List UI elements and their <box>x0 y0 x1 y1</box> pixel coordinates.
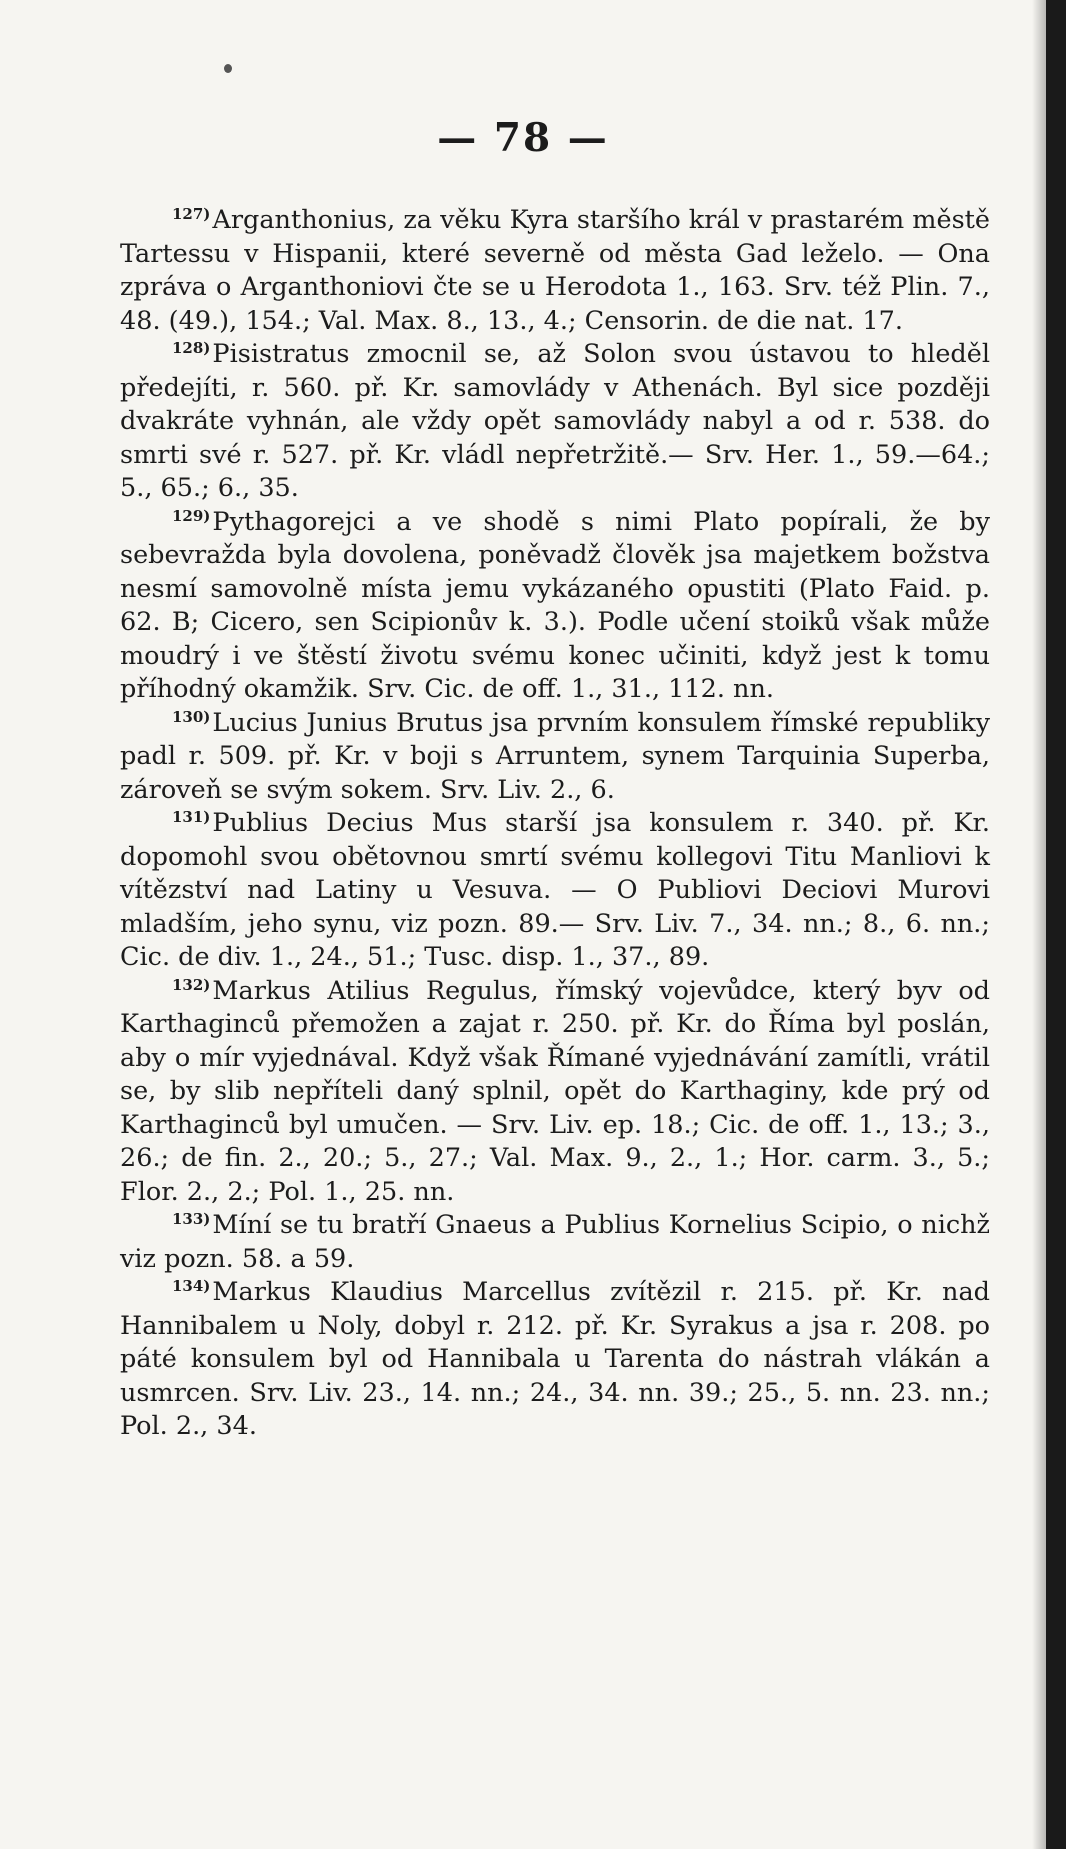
footnote-text: Arganthonius, za věku Kyra staršího král v prastarém městě Tartessu v Hispanii, které severně od města Gad leželo. — Ona zpráva o Arganthoniovi čte se u Herodota 1., 163. Srv. též Plin. 7., 48. (49.), 154.; Val. Max. 8., 13., 4.; Censorin. de die nat. 17. <box>120 205 990 336</box>
footnote-text: Markus Atilius Regulus, římský vojevůdce, který byv od Karthaginců přemožen a zajat r. 250. př. Kr. do Říma byl poslán, aby o mír vyjednával. Když však Římané vyjednávání zamítli, vrátil se, by slib nepříteli daný splnil, opět do Karthaginy, kde prý od Karthaginců byl umučen. — Srv. Liv. ep. 18.; Cic. de off. 1., 13.; 3., 26.; de fin. 2., 20.; 5., 27.; Val. Max. 9., 2., 1.; Hor. carm. 3., 5.; Flor. 2., 2.; Pol. 1., 25. nn. <box>120 975 990 1207</box>
page-number: — 78 — <box>437 115 609 161</box>
footnote-text: Publius Decius Mus starší jsa konsulem r. 340. př. Kr. dopomohl svou obětovnou smrtí svému kollegovi Titu Manliovi k vítězství nad Latiny u Vesuva. — O Publiovi Deciovi Murovi mladším, jeho synu, viz pozn. 89.— Srv. Liv. 7., 34. nn.; 8., 6. nn.; Cic. de div. 1., 24., 51.; Tusc. disp. 1., 37., 89. <box>120 808 990 972</box>
footnote-text: Markus Klaudius Marcellus zvítězil r. 215. př. Kr. nad Hannibalem u Noly, dobyl r. 212. př. Kr. Syrakus a jsa r. 208. po páté konsulem byl od Hannibala u Tarenta do nástrah vlákán a usmrcen. Srv. Liv. 23., 14. nn.; 24., 34. nn. 39.; 25., 5. nn. 23. nn.; Pol. 2., 34. <box>120 1277 990 1441</box>
footnote-127 <box>120 204 990 338</box>
footnote-text: Pisistratus zmocnil se, až Solon svou ústavou to hleděl předejíti, r. 560. př. Kr. samovlády v Athenách. Byl sice později dvakráte vyhnán, ale vždy opět samovlády nabyl a od r. 538. do smrti své r. 527. př. Kr. vládl nepřetržitě.— Srv. Her. 1., 59.—64.; 5., 65.; 6., 35. <box>120 339 990 503</box>
footnote-marker: 128) <box>172 339 211 357</box>
footnote-text: Lucius Junius Brutus jsa prvním konsulem římské republiky padl r. 509. př. Kr. v boji s Arruntem, synem Tarquinia Superba, zároveň se svým sokem. Srv. Liv. 2., 6. <box>120 707 990 805</box>
footnote-marker: 133) <box>172 1210 211 1228</box>
footnote-133 <box>120 1209 990 1276</box>
footnote-134 <box>120 1276 990 1444</box>
footnote-marker: 129) <box>172 506 211 525</box>
footnote-131 <box>120 807 990 975</box>
footnote-marker: 132) <box>172 975 211 994</box>
footnote-marker: 134) <box>172 1277 211 1295</box>
footnote-marker: 127) <box>172 205 211 223</box>
footnote-130 <box>120 707 990 808</box>
footnote-text: Pythagorejci a ve shodě s nimi Plato popírali, že by sebevražda byla dovolena, poněvadž člověk jsa majetkem božstva nesmí samovolně místa jemu vykázaného opustiti (Plato Faid. p. 62. B; Cicero, sen Scipionův k. 3.). Podle učení stoiků však může moudrý i ve štěstí životu svému konec učiniti, když jest k tomu příhodný okamžik. Srv. Cic. de off. 1., 31., 112. nn. <box>120 506 990 704</box>
ink-spot <box>224 64 232 73</box>
footnote-marker: 131) <box>172 808 211 826</box>
footnote-129 <box>120 506 990 707</box>
footnote-128 <box>120 338 990 506</box>
footnote-text: Míní se tu bratří Gnaeus a Publius Kornelius Scipio, o nichž viz pozn. 58. a 59. <box>120 1210 990 1274</box>
footnote-marker: 130) <box>172 707 211 726</box>
footnote-132 <box>120 975 990 1210</box>
footnotes <box>120 204 990 1444</box>
